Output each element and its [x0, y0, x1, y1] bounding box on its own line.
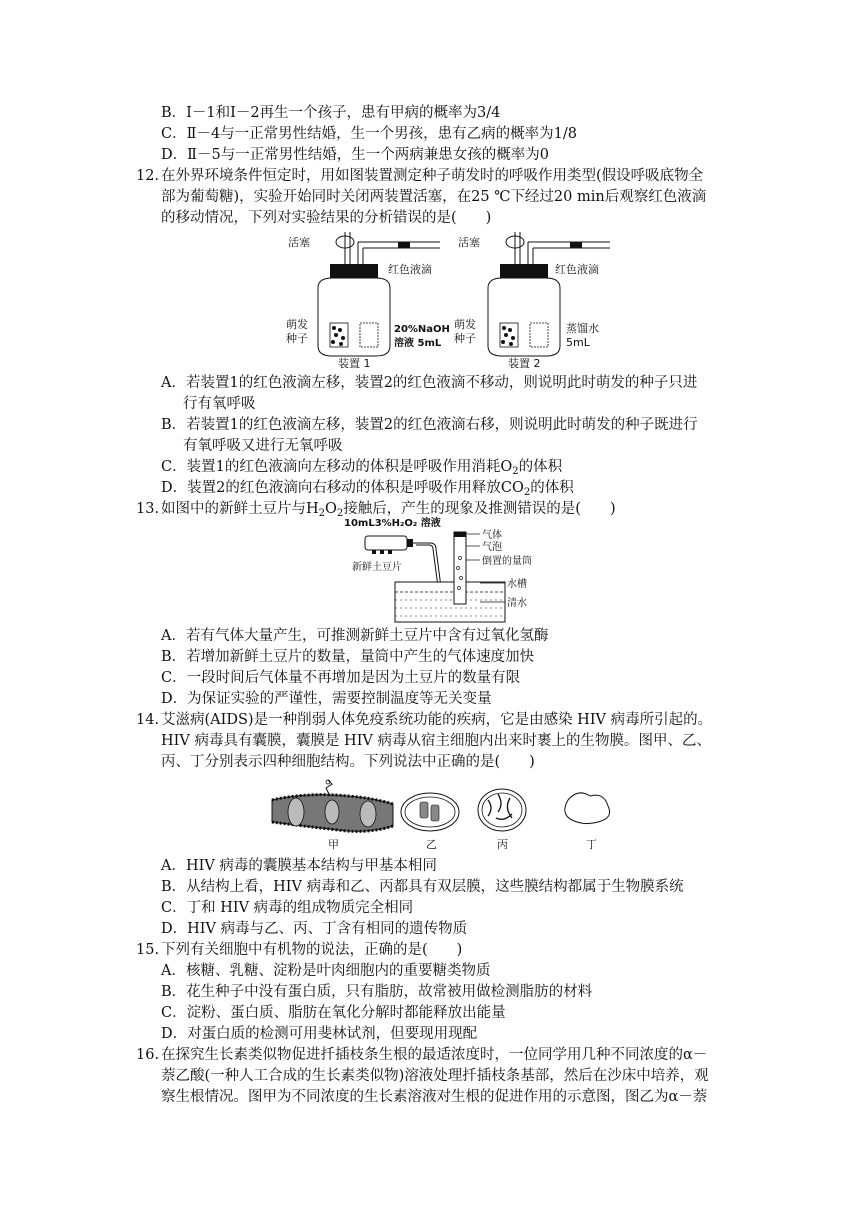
q11-option-d: D．Ⅱ－5与一正常男性结婚，生一个两病兼患女孩的概率为0	[161, 147, 549, 163]
respiration-apparatus-figure	[270, 228, 620, 373]
q11-option-b: B．Ⅰ－1和Ⅰ－2再生一个孩子，患有甲病的概率为3/4	[161, 105, 501, 121]
q13-stem-sub1: 2	[318, 508, 326, 519]
q12-stem-line1: 在外界环境条件恒定时，用如图装置测定种子萌发时的呼吸作用类型(假设呼吸底物全	[161, 168, 704, 184]
h2o2-experiment-figure	[340, 514, 540, 626]
apparatus-1	[286, 232, 450, 370]
naoh-label-1a: 20%NaOH	[394, 324, 450, 335]
q13-stem-sub2: 2	[336, 508, 344, 519]
q12-option-c-text: C．装置1的红色液滴向左移动的体积是呼吸作用消耗O	[161, 459, 513, 475]
q14-number: 14.	[136, 712, 160, 728]
naoh-label-1b: 溶液 5mL	[394, 338, 442, 349]
structure-label-ding: 丁	[586, 838, 597, 851]
q12-option-d-text: D．装置2的红色液滴向右移动的体积是呼吸作用释放CO	[161, 480, 524, 496]
q15-option-b: B．花生种子中没有蛋白质，只有脂肪，故常被用做检测脂肪的材料	[161, 984, 593, 1000]
cylinder-label: 倒置的量筒	[482, 556, 532, 567]
q15-number: 15.	[136, 942, 160, 958]
apparatus-2-caption: 装置 2	[508, 357, 541, 370]
q16-number: 16.	[136, 1047, 160, 1063]
q14-option-a: A．HIV 病毒的囊膜基本结构与甲基本相同	[161, 858, 437, 874]
q13-option-a: A．若有气体大量产生，可推测新鲜土豆片中含有过氧化氢酶	[161, 628, 549, 644]
q12-option-b-line2: 有氧呼吸又进行无氧呼吸	[183, 438, 343, 454]
water-label: 清水	[507, 598, 527, 609]
q14-option-b: B．从结构上看，HIV 病毒和乙、丙都具有双层膜，这些膜结构都属于生物膜系统	[161, 879, 684, 895]
water-label-2a: 蒸馏水	[566, 322, 599, 335]
q13-option-b: B．若增加新鲜土豆片的数量，量筒中产生的气体速度加快	[161, 649, 535, 665]
q12-option-d-sub: 2	[523, 487, 531, 498]
q12-option-a-line2: 行有氧呼吸	[183, 396, 256, 412]
valve-label-1: 活塞	[288, 236, 310, 249]
q12-option-d	[161, 478, 574, 498]
gas-label: 气体	[482, 530, 502, 541]
apparatus-1-caption: 装置 1	[338, 357, 371, 370]
q16-stem-line2: 萘乙酸(一种人工合成的生长素类似物)溶液处理扦插枝条基部，然后在沙床中培养，观	[161, 1068, 709, 1084]
q14-option-d: D．HIV 病毒与乙、丙、丁含有相同的遗传物质	[161, 921, 468, 937]
q14-stem-line3: 丙、丁分别表示四种细胞结构。下列说法中正确的是( )	[161, 754, 535, 770]
tank-label: 水槽	[507, 579, 527, 590]
q15-option-c: C．淀粉、蛋白质、脂肪在氧化分解时都能释放出能量	[161, 1005, 506, 1021]
seed-label-1b: 种子	[286, 332, 308, 345]
q12-option-a-line1: A．若装置1的红色液滴左移，装置2的红色液滴不移动，则说明此时萌发的种子只进	[161, 375, 698, 391]
q13-stem-mid: O	[325, 501, 337, 517]
q15-option-a: A．核糖、乳糖、淀粉是叶肉细胞内的重要糖类物质	[161, 963, 491, 979]
q16-stem-line1: 在探究生长素类似物促进扦插枝条生根的最适浓度时，一位同学用几种不同浓度的α－	[161, 1047, 708, 1063]
organelle-yi	[401, 793, 459, 851]
q13-option-d: D．为保证实验的严谨性，需要控制温度等无关变量	[161, 691, 492, 707]
q15-option-d: D．对蛋白质的检测可用斐林试剂，但要现用现配	[161, 1026, 478, 1042]
q13-option-c: C．一段时间后气体量不再增加是因为土豆片的数量有限	[161, 670, 521, 686]
organelle-bing	[478, 789, 526, 851]
q12-stem-line2: 部为葡萄糖)，实验开始同时关闭两装置活塞，在25 ℃下经过20 min后观察红色液滴	[161, 189, 707, 205]
q14-stem-line1: 艾滋病(AIDS)是一种削弱人体免疫系统功能的疾病，它是由感染 HIV 病毒所引起的。	[161, 712, 713, 728]
seed-label-2a: 萌发	[454, 318, 476, 331]
q12-option-c-sub: 2	[512, 466, 519, 477]
q16-stem-line3: 察生根情况。图甲为不同浓度的生长素溶液对生根的促进作用的示意图，图乙为α－萘	[161, 1089, 708, 1105]
solution-label: 10mL3%H₂O₂ 溶液	[344, 518, 441, 529]
q11-option-c: C．Ⅱ－4与一正常男性结婚，生一个男孩，患有乙病的概率为1/8	[161, 126, 578, 142]
red-drop-label-2: 红色液滴	[555, 263, 599, 276]
q12-option-c-tail: 的体积	[518, 459, 563, 475]
apparatus-2	[454, 232, 610, 370]
structure-label-jia: 甲	[328, 838, 339, 851]
structure-label-yi: 乙	[426, 838, 437, 851]
q14-stem-line2: HIV 病毒具有囊膜，囊膜是 HIV 病毒从宿主细胞内出来时裹上的生物膜。图甲、乙、	[161, 733, 712, 749]
seed-label-1a: 萌发	[286, 318, 308, 331]
cell-structures-figure	[268, 778, 628, 852]
q15-stem: 下列有关细胞中有机物的说法，正确的是( )	[161, 942, 463, 958]
structure-label-bing: 丙	[497, 838, 508, 851]
potato-label: 新鲜土豆片	[352, 562, 402, 573]
q13-number: 13.	[136, 501, 160, 517]
seed-label-2b: 种子	[454, 332, 476, 345]
q12-stem-line3: 的移动情况，下列对实验结果的分析错误的是( )	[161, 210, 492, 226]
q13-stem-text: 如图中的新鲜土豆片与H	[161, 501, 319, 517]
valve-label-2: 活塞	[458, 236, 480, 249]
q12-option-c	[161, 457, 562, 477]
q12-number: 12.	[136, 168, 160, 184]
q12-option-d-tail: 的体积	[530, 480, 574, 496]
red-drop-label-1: 红色液滴	[388, 263, 432, 276]
bubble-label: 气泡	[482, 542, 502, 553]
membrane-structure-jia	[272, 780, 393, 851]
water-label-2b: 5mL	[566, 336, 590, 349]
q12-option-b-line1: B．若装置1的红色液滴左移，装置2的红色液滴右移，则说明此时萌发的种子既进行	[161, 417, 698, 433]
q14-option-c: C．丁和 HIV 病毒的组成物质完全相同	[161, 900, 414, 916]
q13-stem-tail: 接触后，产生的现象及推测错误的是( )	[343, 501, 616, 517]
organelle-ding	[565, 793, 610, 851]
